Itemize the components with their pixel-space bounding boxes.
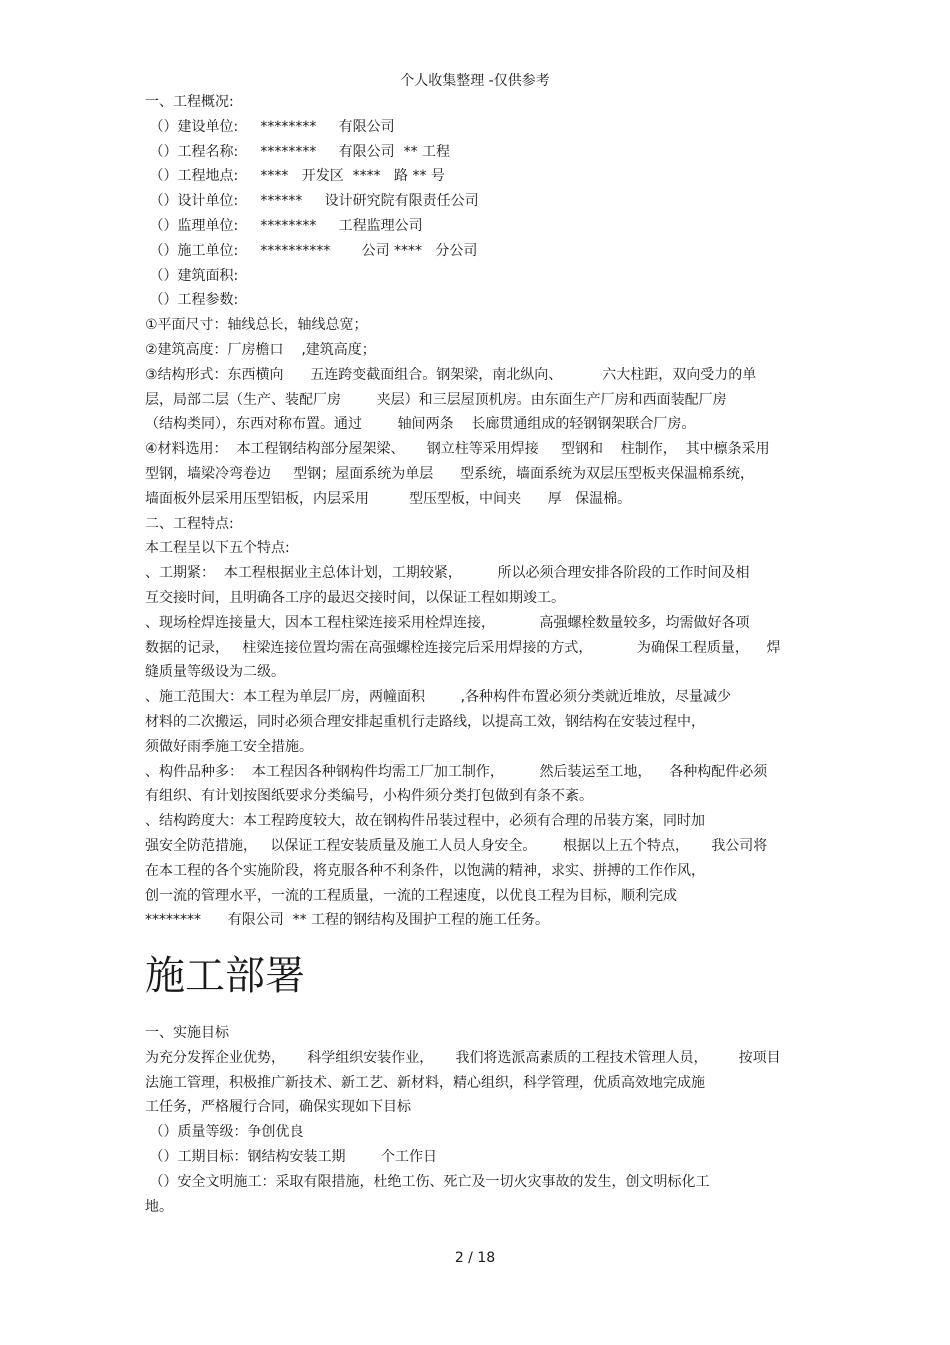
- text-line: 、工期紧： 本工程根据业主总体计划，工期较紧， 所以必须合理安排各阶段的工作时间及相: [145, 565, 750, 582]
- text-line: 材料的二次搬运，同时必须合理安排起重机行走路线，以提高工效，钢结构在安装过程中，: [145, 713, 705, 730]
- text-line: 一、工程概况:: [145, 94, 234, 110]
- text-line: （）工程参数:: [145, 292, 239, 309]
- text-line: 、施工范围大：本工程为单层厂房，两幢面积 ,各种构件布置必须分类就近堆放，尽量减少: [145, 689, 732, 706]
- text-line: 地。: [145, 1198, 173, 1215]
- text-line: ③结构形式：东西横向 五连跨变截面组合。钢架梁，南北纵向、 六大柱距，双向受力的单: [145, 366, 757, 383]
- text-line: ①平面尺寸：轴线总长，轴线总宽；: [145, 317, 368, 334]
- text-line: （）施工单位: ********** 公司 **** 分公司: [145, 242, 478, 259]
- section-project-overview: [145, 90, 810, 933]
- text-line: 数据的记录， 柱梁连接位置均需在高强螺栓连接完后采用焊接的方式， 为确保工程质量， 焊: [145, 639, 781, 656]
- text-line: 互交接时间，且明确各工序的最迟交接时间，以保证工程如期竣工。: [145, 589, 565, 606]
- text-line: （）工程名称: ******** 有限公司 ** 工程: [145, 143, 451, 160]
- text-line: 、结构跨度大：本工程跨度较大，故在钢构件吊装过程中，必须有合理的吊装方案，同时加: [145, 813, 705, 830]
- text-line: 本工程呈以下五个特点:: [145, 540, 290, 557]
- text-line: 二、工程特点:: [145, 515, 234, 532]
- text-line: 有组织、有计划按图纸要求分类编号，小构件须分类打包做到有条不紊。: [145, 788, 593, 805]
- text-line: 、现场栓焊连接量大，因本工程柱梁连接采用栓焊连接， 高强螺栓数量较多，均需做好各项: [145, 614, 750, 631]
- text-line: （）安全文明施工：采取有限措施，杜绝工伤、死亡及一切火灾事故的发生，创文明标化工: [145, 1173, 710, 1190]
- text-line: 一、实施目标: [145, 1025, 229, 1042]
- text-line: 墙面板外层采用压型铝板，内层采用 型压型板，中间夹 厚 保温棉。: [145, 490, 632, 507]
- text-line: 为充分发挥企业优势， 科学组织安装作业， 我们将选派高素质的工程技术管理人员， 按项目: [145, 1049, 781, 1066]
- text-line: 、构件品种多： 本工程因各种钢构件均需工厂加工制作， 然后装运至工地， 各种构配件必须: [145, 763, 768, 780]
- text-line: 法施工管理，积极推广新技术、新工艺、新材料，精心组织，科学管理，优质高效地完成施: [145, 1074, 705, 1091]
- text-line: （）工期目标：钢结构安装工期 个工作日: [145, 1149, 438, 1166]
- text-line: 强安全防范措施， 以保证工程安装质量及施工人员人身安全。 根据以上五个特点， 我公司将: [145, 837, 768, 854]
- section-heading: 施工部署: [145, 953, 305, 1000]
- section-deployment: [145, 1021, 810, 1219]
- text-line: （）监理单位: ******** 工程监理公司: [145, 217, 423, 234]
- text-line: 型钢，墙梁冷弯卷边 型钢；屋面系统为单层 型系统，墙面系统为双层压型板夹保温棉系统，: [145, 465, 754, 482]
- text-line: （）工程地点: **** 开发区 **** 路 ** 号: [145, 168, 445, 185]
- text-line: （结构类同），东西对称布置。通过 轴间两条 长廊贯通组成的轻钢钢架联合厂房。: [145, 416, 696, 433]
- document-body: [145, 90, 810, 1219]
- page-number: 2 / 18: [454, 1250, 496, 1266]
- text-line: ******** 有限公司 ** 工程的钢结构及围护工程的施工任务。: [145, 912, 550, 929]
- text-line: 创一流的管理水平，一流的工程质量，一流的工程速度，以优良工程为目标，顺利完成: [145, 887, 677, 904]
- text-line: （）建设单位: ******** 有限公司: [145, 118, 395, 135]
- text-line: ④材料选用： 本工程钢结构部分屋架梁、 钢立柱等采用焊接 型钢和 柱制作， 其中檩条采用: [145, 441, 770, 458]
- text-line: （）质量等级：争创优良: [145, 1124, 304, 1141]
- text-line: （）建筑面积:: [145, 267, 239, 284]
- text-line: ②建筑高度：厂房檐口 ,建筑高度；: [145, 341, 376, 358]
- text-line: 缝质量等级设为二级。: [145, 664, 285, 681]
- text-line: 工任务，严格履行合同，确保实现如下目标: [145, 1099, 411, 1116]
- text-line: 层，局部二层（生产、装配厂房 夹层）和三层屋顶机房。由东面生产厂房和西面装配厂房: [145, 391, 727, 408]
- text-line: 须做好雨季施工安全措施。: [145, 738, 313, 755]
- page-header: 个人收集整理 -仅供参考: [400, 73, 550, 89]
- text-line: （）设计单位: ****** 设计研究院有限责任公司: [145, 193, 479, 210]
- text-line: 在本工程的各个实施阶段，将克服各种不利条件，以饱满的精神，求实、拼搏的工作作风，: [145, 862, 705, 879]
